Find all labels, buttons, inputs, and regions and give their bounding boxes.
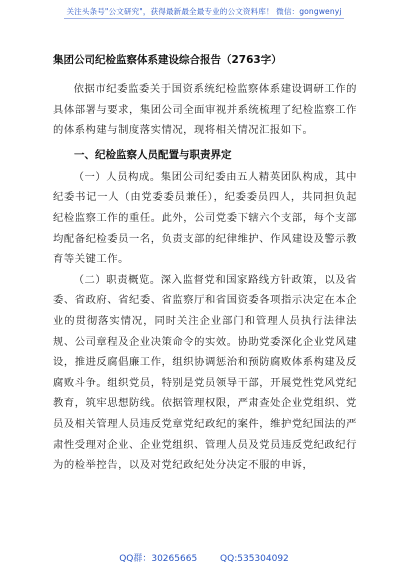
intro-paragraph: 依据市纪委监委关于国资系统纪检监察体系建设调研工作的具体部署与要求，集团公司全面审视并系统梳理了纪检监察工作的体系构建与制度落实情况，现将相关情况汇报如下。	[53, 83, 357, 137]
header-divider	[64, 18, 344, 19]
footer-contacts	[0, 551, 408, 564]
header-banner: 关注头条号"公文研究"，获得最新最全最专业的公文资料库！ 微信：gongwenyj	[66, 7, 342, 16]
footer-qq-group: QQ群：30265665	[119, 554, 198, 564]
paragraph-personnel: （一）人员构成。集团公司纪委由五人精英团队构成，其中纪委书记一人（由党委委员兼任），纪委委员四人，共同担负起纪检监察工作的重任。此外，公司党委下辖六个支部，每个支部均配备纪检委员一名，负责支部的纪律维护、作风建设及警示教育等关键工作。	[53, 170, 357, 266]
footer-qq: QQ:535304092	[220, 554, 289, 564]
paragraph-duties: （二）职责概览。深入监督党和国家路线方针政策，以及省委、省政府、省纪委、省监察厅和省国资委各项指示决定在本企业的贯彻落实情况，同时关注企业部门和管理人员执行法律法规、公司章程及企业决策命令的实效。协助党委深化企业党风建设，推进反腐倡廉工作，组织协调惩治和预防腐败体系构建及反腐败斗争。组织党员，特别是党员领导干部，开展党性党风党纪教育，筑牢思想防线。依据管理权限，严肃查处企业党组织、党员及相关管理人员违反党章党纪政纪的案件，维护党纪国法的严肃性受理对企业、企业党组织、管理人员及党员违反党纪政纪行为的检举控告，以及对党纪政纪处分决定不服的申诉，	[53, 273, 357, 472]
section-heading: 一、纪检监察人员配置与职责界定	[74, 148, 232, 161]
document-title: 集团公司纪检监察体系建设综合报告（2763字）	[53, 54, 282, 66]
document-body	[53, 52, 357, 476]
